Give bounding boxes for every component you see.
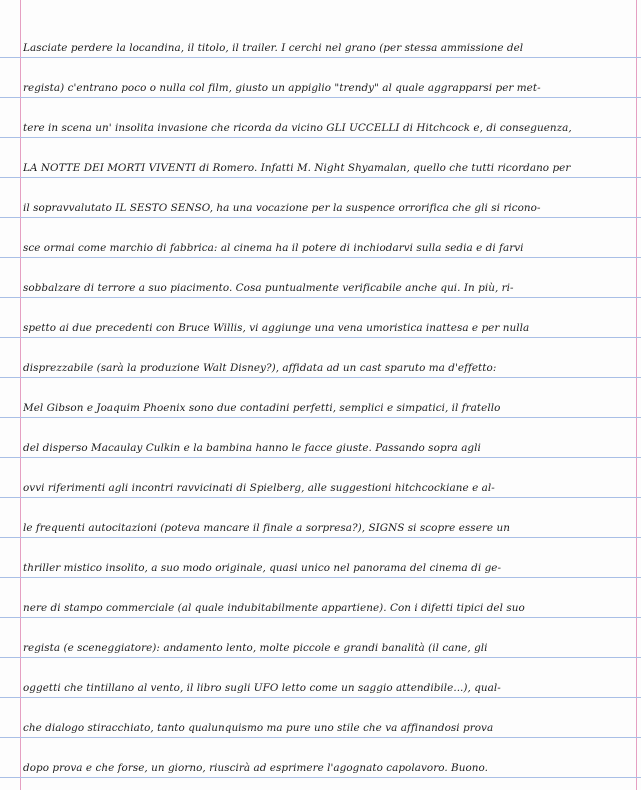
handwritten-line: spetto ai due precedenti con Bruce Willis, vi aggiunge una vena umoristica inattesa e per nulla	[23, 322, 530, 334]
handwritten-line: LA NOTTE DEI MORTI VIVENTI di Romero. Infatti M. Night Shyamalan, quello che tutti ricordano per	[23, 162, 571, 174]
handwritten-line: regista (e sceneggiatore): andamento lento, molte piccole e grandi banalità (il cane, gli	[23, 642, 488, 654]
ruled-line	[0, 337, 641, 338]
ruled-line	[0, 697, 641, 698]
ruled-line	[0, 297, 641, 298]
ruled-line	[0, 257, 641, 258]
handwritten-line: nere di stampo commerciale (al quale indubitabilmente appartiene). Con i difetti tipici del suo	[23, 602, 525, 614]
handwritten-line: ovvi riferimenti agli incontri ravvicinati di Spielberg, alle suggestioni hitchcockiane e al-	[23, 482, 495, 494]
handwritten-line: regista) c'entrano poco o nulla col film, giusto un appiglio "trendy" al quale aggrapparsi per met-	[23, 82, 541, 94]
ruled-line	[0, 657, 641, 658]
handwritten-line: tere in scena un' insolita invasione che ricorda da vicino GLI UCCELLI di Hitchcock e, di conseguenza,	[23, 122, 572, 134]
handwritten-line: sce ormai come marchio di fabbrica: al cinema ha il potere di inchiodarvi sulla sedia e di farvi	[23, 242, 524, 254]
ruled-line	[0, 617, 641, 618]
handwritten-line: sobbalzare di terrore a suo piacimento. Cosa puntualmente verificabile anche qui. In più, ri-	[23, 282, 514, 294]
handwritten-line: il sopravvalutato IL SESTO SENSO, ha una vocazione per la suspence orrorifica che gli si ricono-	[23, 202, 541, 214]
right-margin-line	[636, 0, 637, 790]
handwritten-line: Mel Gibson e Joaquim Phoenix sono due contadini perfetti, semplici e simpatici, il fratello	[23, 402, 501, 414]
handwritten-line: Lasciate perdere la locandina, il titolo, il trailer. I cerchi nel grano (per stessa ammissione del	[23, 42, 524, 54]
handwritten-line: dopo prova e che forse, un giorno, riuscirà ad esprimere l'agognato capolavoro. Buono.	[23, 762, 488, 774]
ruled-line	[0, 177, 641, 178]
ruled-line	[0, 217, 641, 218]
handwritten-line: thriller mistico insolito, a suo modo originale, quasi unico nel panorama del cinema di ge-	[23, 562, 502, 574]
ruled-line	[0, 57, 641, 58]
ruled-line	[0, 137, 641, 138]
ruled-line	[0, 417, 641, 418]
ruled-line	[0, 777, 641, 778]
handwritten-line: le frequenti autocitazioni (poteva mancare il finale a sorpresa?), SIGNS si scopre essere un	[23, 522, 510, 534]
ruled-line	[0, 737, 641, 738]
ruled-line	[0, 377, 641, 378]
handwritten-line: del disperso Macaulay Culkin e la bambina hanno le facce giuste. Passando sopra agli	[23, 442, 481, 454]
ruled-line	[0, 97, 641, 98]
handwritten-line: oggetti che tintillano al vento, il libro sugli UFO letto come un saggio attendibile...), qual-	[23, 682, 501, 694]
ruled-line	[0, 457, 641, 458]
handwritten-line: disprezzabile (sarà la produzione Walt Disney?), affidata ad un cast sparuto ma d'effetto:	[23, 362, 497, 374]
left-margin-line	[20, 0, 21, 790]
ruled-line	[0, 497, 641, 498]
ruled-line	[0, 577, 641, 578]
ruled-line	[0, 537, 641, 538]
handwritten-line: che dialogo stiracchiato, tanto qualunquismo ma pure uno stile che va affinandosi prova	[23, 722, 494, 734]
